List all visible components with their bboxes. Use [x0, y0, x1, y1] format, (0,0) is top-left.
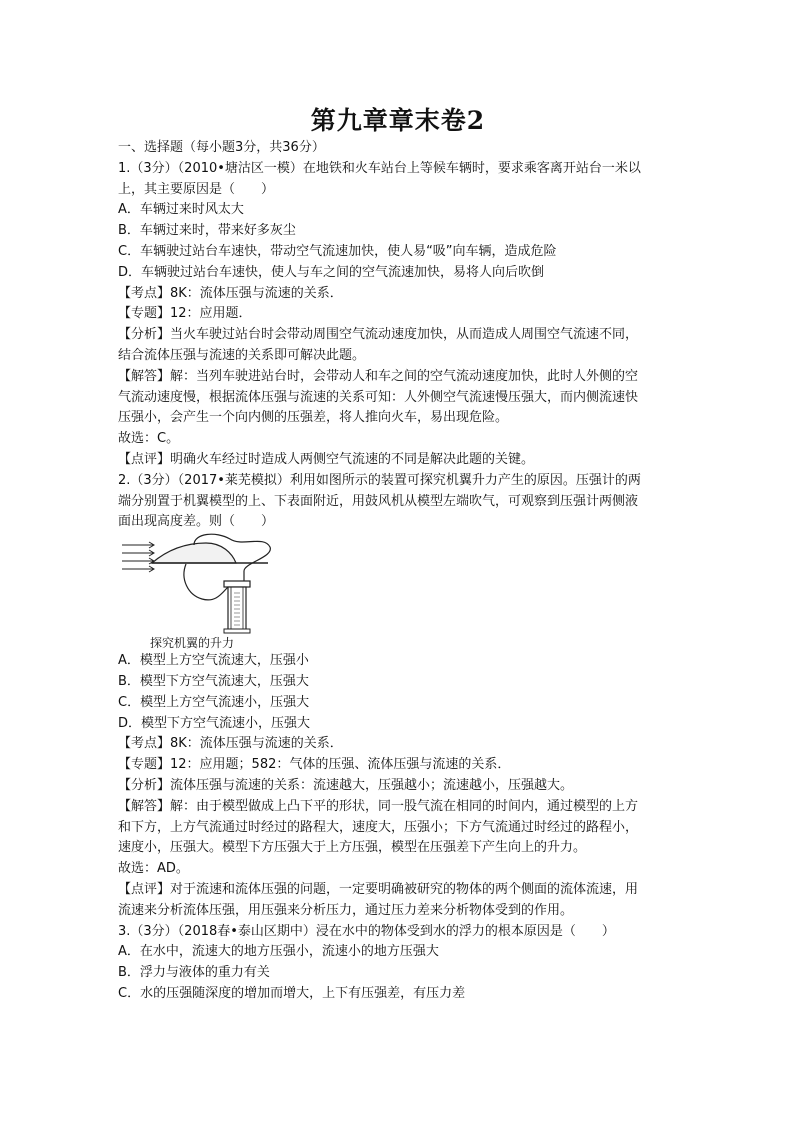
- question-2-jieda-line: 速度小，压强大。模型下方压强大于上方压强，模型在压强差下产生向上的升力。: [118, 840, 587, 856]
- question-2-jieda-line: 和下方，上方气流通过时经过的路程大，速度大，压强小；下方气流通过时经过的路程小，: [118, 819, 639, 835]
- page-title: 第九章章末卷2: [310, 106, 486, 135]
- question-3-stem: 3.（3分）（2018春•泰山区期中）浸在水中的物体受到水的浮力的根本原因是（ ）: [118, 923, 615, 939]
- question-2-option-b: B．模型下方空气流速大，压强大: [118, 673, 309, 689]
- question-2-dianping-line: 【点评】对于流速和流体压强的问题，一定要明确被研究的物体的两个侧面的流体流速，用: [118, 881, 639, 897]
- question-2-jieda-line: 【解答】解：由于模型做成上凸下平的形状，同一股气流在相同的时间内，通过模型的上方: [118, 798, 639, 814]
- question-2-zhuanti: 【专题】12：应用题；582：气体的压强、流体压强与流速的关系．: [118, 757, 511, 773]
- question-1-option-b: B．车辆过来时，带来好多灰尘: [118, 223, 296, 239]
- question-1-stem-cont: 上，其主要原因是（ ）: [118, 181, 275, 197]
- question-1-dianping: 【点评】明确火车经过时造成人两侧空气流速的不同是解决此题的关键。: [118, 451, 535, 467]
- question-2-answer: 故选：AD。: [118, 861, 189, 877]
- question-2-stem-cont: 端分别置于机翼模型的上、下表面附近，用鼓风机从模型左端吹气，可观察到压强计两侧液: [118, 493, 639, 509]
- question-2-stem: 2.（3分）（2017•莱芜模拟）利用如图所示的装置可探究机翼升力产生的原因。压强计的两: [118, 472, 641, 488]
- question-1-jieda-line: 压强小，会产生一个向内侧的压强差，将人推向火车，易出现危险。: [118, 410, 509, 426]
- question-1-option-c: C．车辆驶过站台车速快，带动空气流速加快，使人易“吸”向车辆，造成危险: [118, 243, 557, 259]
- question-3-option-c: C．水的压强随深度的增加而增大，上下有压强差，有压力差: [118, 985, 466, 1001]
- figure-caption: 探究机翼的升力: [150, 636, 235, 651]
- question-1-fenxi-line: 【分析】当火车驶过站台时会带动周围空气流动速度加快，从而造成人周围空气流速不同，: [118, 327, 639, 343]
- question-1-zhuanti: 【专题】12：应用题．: [118, 306, 252, 322]
- question-3-option-b: B．浮力与液体的重力有关: [118, 965, 270, 981]
- question-1-option-a: A．车辆过来时风太大: [118, 202, 244, 218]
- question-3-option-a: A．在水中，流速大的地方压强小，流速小的地方压强大: [118, 944, 439, 960]
- document-body: [118, 138, 678, 1005]
- question-2-stem-cont: 面出现高度差。则（ ）: [118, 514, 275, 530]
- wing-model: [152, 543, 236, 563]
- question-2-kaodian: 【考点】8K：流体压强与流速的关系．: [118, 736, 343, 752]
- question-1-kaodian: 【考点】8K：流体压强与流速的关系．: [118, 285, 343, 301]
- airflow-arrows: [122, 542, 154, 572]
- wing-model-manometer-diagram: [118, 533, 318, 635]
- question-1-stem: 1.（3分）（2010•塘沽区一模）在地铁和火车站台上等候车辆时，要求乘客离开站台一米以: [118, 160, 641, 176]
- section-heading: 一、选择题（每小题3分，共36分）: [118, 140, 325, 155]
- question-1-option-d: D．车辆驶过站台车速快，使人与车之间的空气流速加快，易将人向后吹倒: [118, 264, 545, 280]
- question-2-fenxi: 【分析】流体压强与流速的关系：流速越大，压强越小；流速越小，压强越大。: [118, 777, 574, 793]
- question-1-jieda-line: 【解答】解：当列车驶进站台时，会带动人和车之间的空气流动速度加快，此时人外侧的空: [118, 368, 639, 384]
- question-1-answer: 故选：C。: [118, 431, 180, 447]
- question-2-option-c: C．模型上方空气流速小，压强大: [118, 694, 310, 710]
- question-2-option-d: D．模型下方空气流速小，压强大: [118, 715, 311, 731]
- question-1-fenxi-line: 结合流体压强与流速的关系即可解决此题。: [118, 347, 366, 363]
- question-2-option-a: A．模型上方空气流速大，压强小: [118, 653, 309, 669]
- question-2-dianping-line: 流速来分析流体压强，用压强来分析压力，通过压力差来分析物体受到的作用。: [118, 902, 574, 918]
- question-1-jieda-line: 气流动速度慢，根据流体压强与流速的关系可知：人外侧空气流速慢压强大，而内侧流速快: [118, 389, 639, 405]
- wing-lift-figure: [118, 533, 318, 651]
